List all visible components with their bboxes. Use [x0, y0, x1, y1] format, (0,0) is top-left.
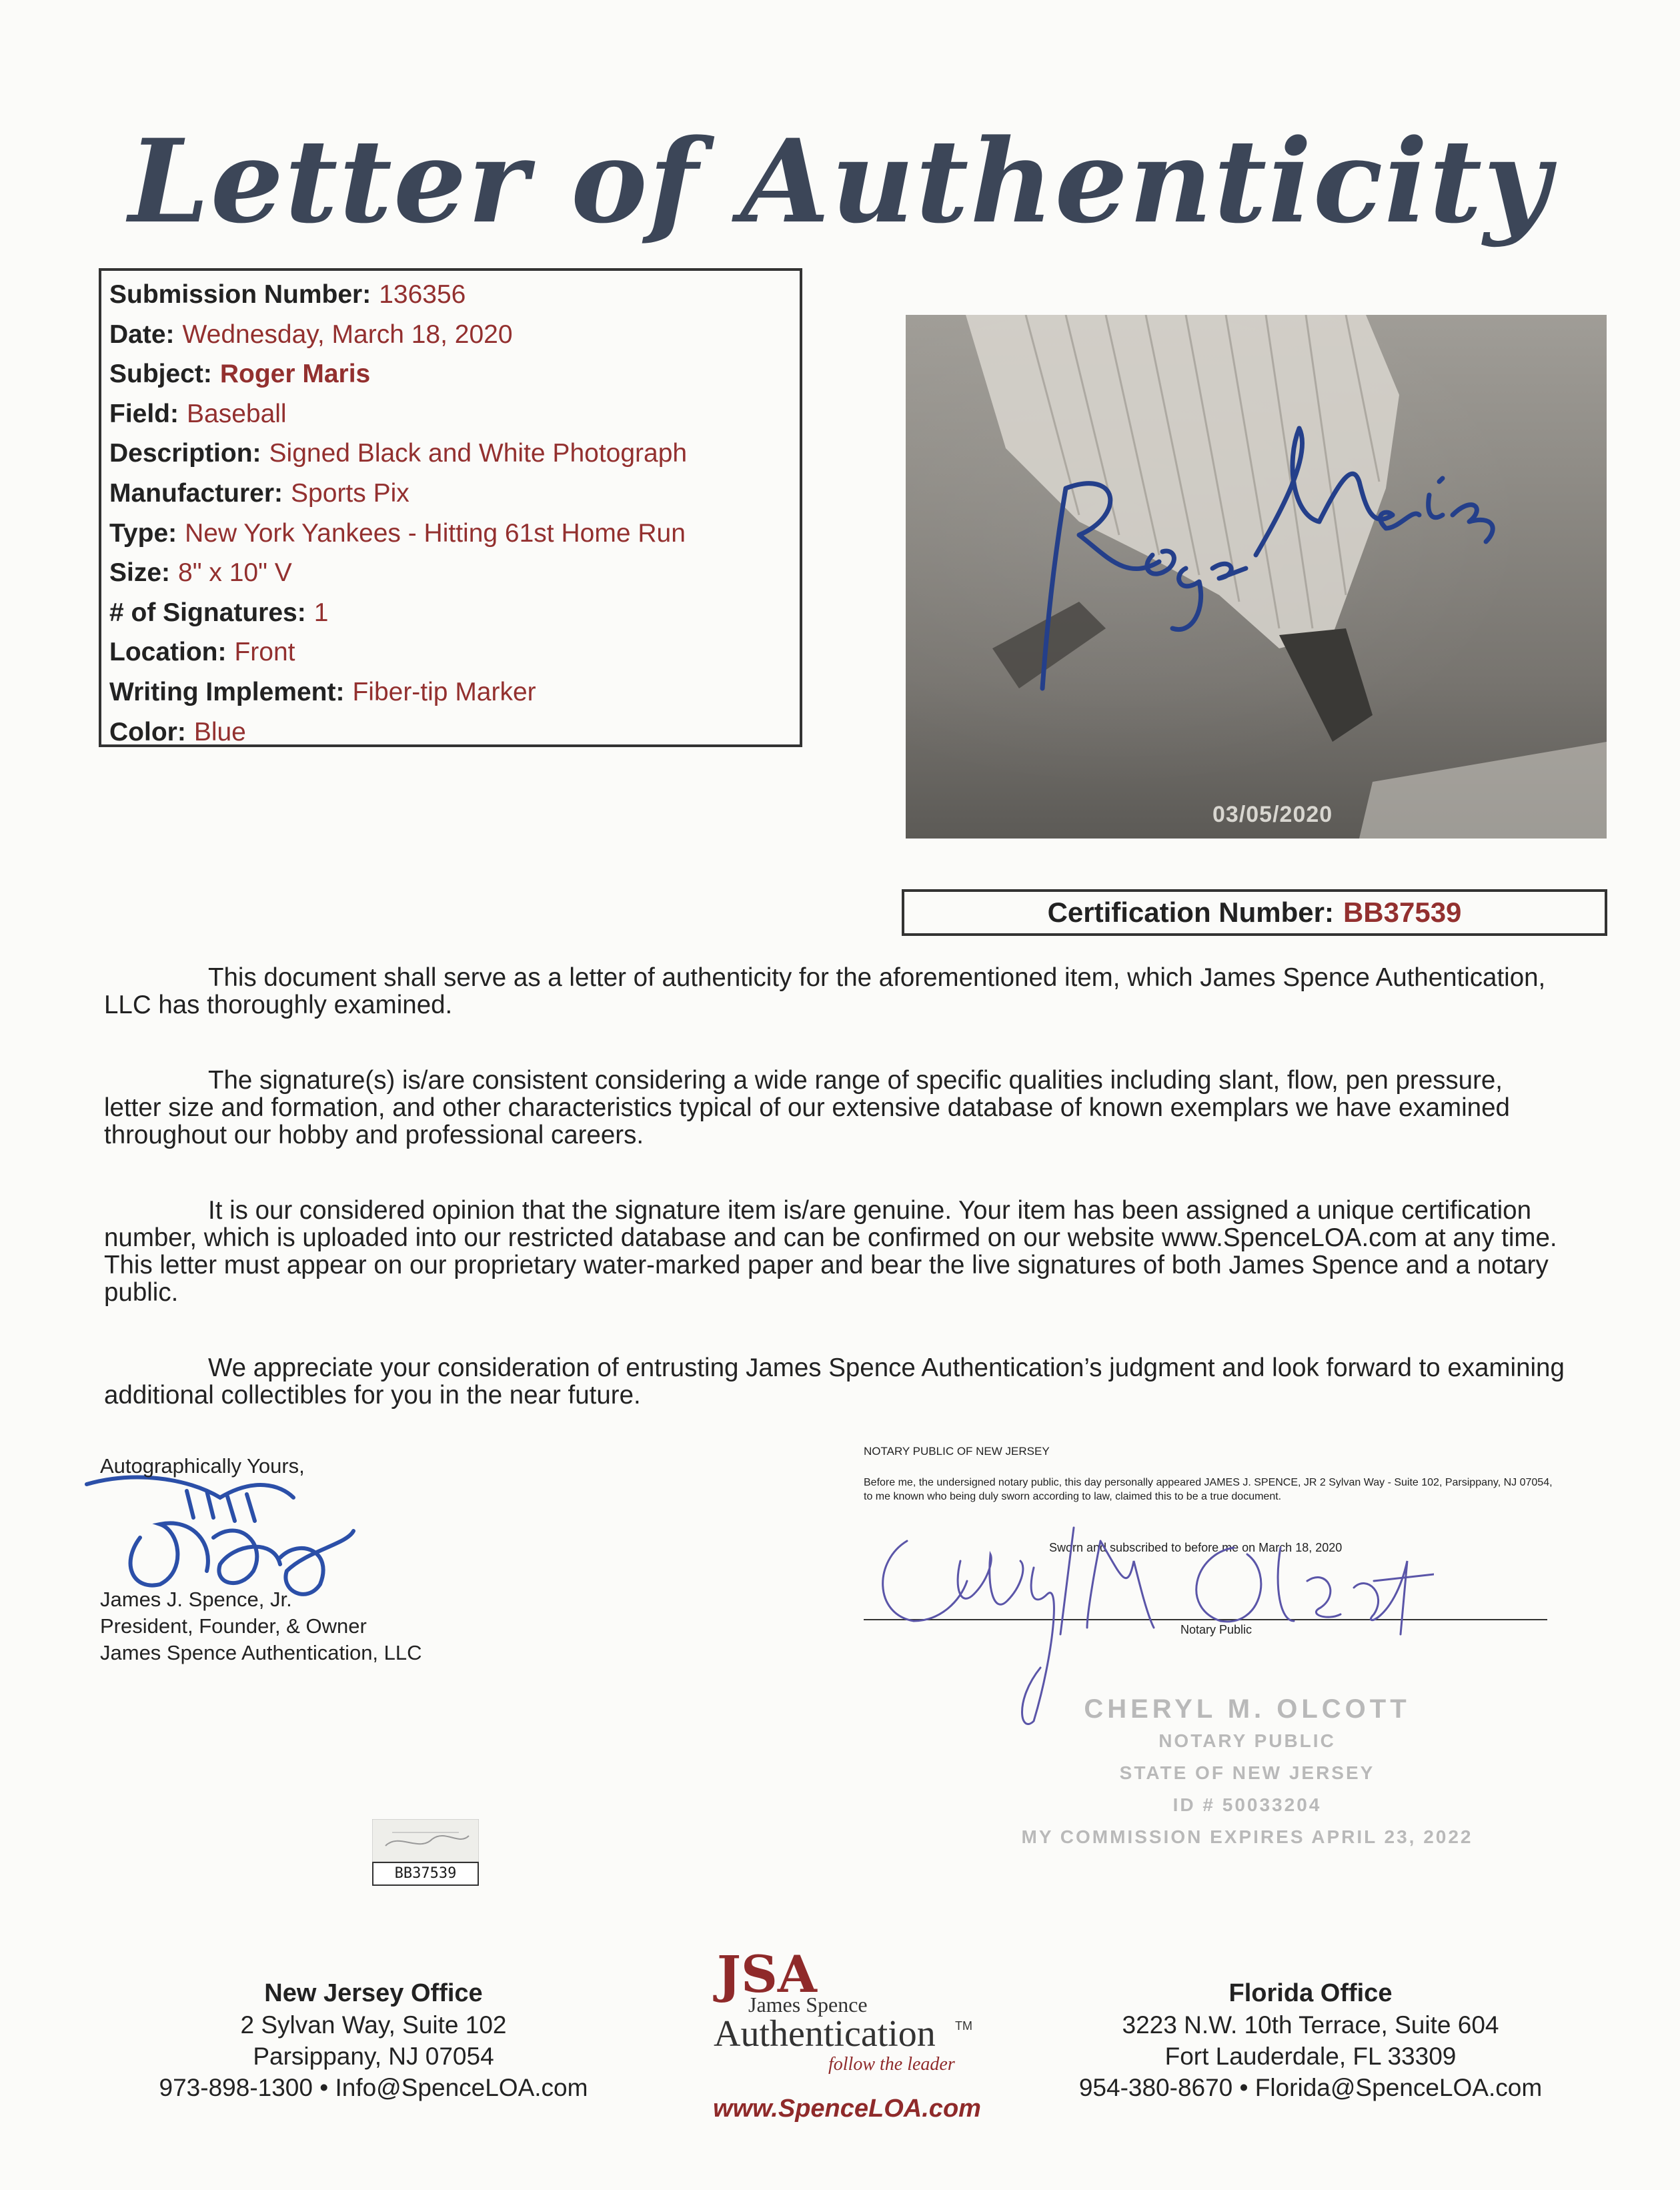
office-line: 954-380-8670 • Florida@SpenceLOA.com [1078, 2074, 1543, 2101]
sticker-number: BB37539 [372, 1862, 479, 1886]
detail-label: Field: [109, 399, 179, 428]
signer-company: James Spence Authentication, LLC [100, 1641, 422, 1664]
salutation: Autographically Yours, [100, 1454, 305, 1478]
detail-label: Subject: [109, 360, 212, 389]
detail-label: Description: [109, 439, 261, 468]
body-paragraph: The signature(s) is/are consistent considering a wide range of specific qualities including slant, flow, pen pressure, letter size and formation, and other characteristics typical of our extensive database of known exemplars we have examined throughout our hobby and professional careers. [104, 1066, 1510, 1149]
detail-label: # of Signatures: [109, 598, 306, 627]
office-name: Florida Office [1228, 1979, 1393, 2007]
office-line: Fort Lauderdale, FL 33309 [1164, 2043, 1457, 2070]
website-link[interactable]: www.SpenceLOA.com [713, 2095, 981, 2123]
details-box [99, 268, 802, 747]
logo-trademark: TM [955, 2019, 972, 2033]
base-shape [1359, 742, 1607, 839]
detail-row [109, 712, 800, 752]
certification-label: Certification Number: [1047, 897, 1334, 928]
stamp-line: CHERYL M. OLCOTT [1084, 1694, 1411, 1724]
logo-name: James Spence [748, 1993, 868, 2017]
detail-label: Date: [109, 320, 175, 349]
certification-box [902, 889, 1607, 936]
logo-authentication: Authentication [714, 2013, 936, 2055]
detail-value: Signed Black and White Photograph [269, 439, 688, 468]
photo-date-stamp: 03/05/2020 [1212, 802, 1333, 827]
fl-office [1020, 1978, 1601, 2103]
detail-value: Blue [193, 717, 246, 746]
sock-shape [1279, 628, 1373, 742]
photo-scene [906, 315, 1607, 839]
notary-text: Before me, the undersigned notary public, this day personally appeared JAMES J. SPENCE, JR 2 Sylvan Way - Suite 102, Parsippany, NJ 07054, to me known who being duly sworn according to law, claimed this to be a true document. [864, 1477, 1553, 1502]
body-paragraph: It is our considered opinion that the signature item is/are genuine. Your item has been assigned a unique certification number, which is uploaded into our restricted database and can be confirmed on our website www.SpenceLOA.com at any time. This letter must appear on our proprietary water-marked paper and bear the live signatures of both James Spence and a notary public. [104, 1196, 1557, 1307]
body-paragraph: This document shall serve as a letter of authenticity for the aforementioned item, which James Spence Authentication, LLC has thoroughly examined. [104, 963, 1546, 1019]
signed-photograph [906, 315, 1607, 839]
nj-office [107, 1978, 640, 2103]
detail-row [109, 275, 800, 315]
stamp-line: ID # 50033204 [1172, 1794, 1322, 1815]
notary-sworn: Sworn and subscribed to before me on March 18, 2020 [1049, 1541, 1343, 1554]
notary-stamp [1007, 1693, 1487, 1853]
page-title: Letter of Authenticity [128, 113, 1552, 249]
stamp-line: NOTARY PUBLIC [1158, 1730, 1336, 1751]
logo-jsa: JSA [717, 1945, 817, 2004]
detail-value: Roger Maris [219, 360, 371, 389]
detail-value: Sports Pix [291, 478, 409, 508]
detail-value: Wednesday, March 18, 2020 [182, 320, 513, 349]
office-line: Parsippany, NJ 07054 [253, 2043, 494, 2070]
detail-value: Fiber-tip Marker [352, 677, 536, 706]
detail-label: Submission Number: [109, 280, 371, 309]
detail-row [109, 315, 800, 355]
detail-value: 8" x 10" V [178, 558, 292, 588]
detail-value: 136356 [379, 280, 466, 309]
uniform-shape [966, 315, 1399, 648]
office-line: 2 Sylvan Way, Suite 102 [240, 2011, 507, 2039]
detail-row [109, 514, 800, 554]
notary-block [864, 1444, 1557, 1636]
stamp-line: MY COMMISSION EXPIRES APRIL 23, 2022 [1021, 1826, 1473, 1847]
detail-label: Writing Implement: [109, 677, 345, 706]
stamp-line: STATE OF NEW JERSEY [1119, 1762, 1375, 1783]
signer-role: President, Founder, & Owner [100, 1614, 367, 1638]
detail-row [109, 354, 800, 394]
logo-tagline: follow the leader [828, 2054, 955, 2075]
detail-value: Front [234, 638, 295, 667]
detail-value: New York Yankees - Hitting 61st Home Run [185, 518, 686, 548]
notary-line-label: Notary Public [1180, 1623, 1252, 1636]
detail-value: 1 [313, 598, 329, 627]
office-name: New Jersey Office [264, 1979, 483, 2007]
detail-row [109, 632, 800, 672]
detail-row [109, 434, 800, 474]
hologram-icon [372, 1819, 479, 1862]
certification-number: BB37539 [1343, 897, 1462, 928]
notary-heading: NOTARY PUBLIC OF NEW JERSEY [864, 1445, 1050, 1458]
detail-row [109, 474, 800, 514]
detail-value: Baseball [187, 399, 287, 428]
closing-block [100, 1453, 422, 1666]
detail-label: Color: [109, 717, 186, 746]
detail-label: Type: [109, 518, 177, 548]
detail-row [109, 593, 800, 633]
body-paragraph: We appreciate your consideration of entrusting James Spence Authentication’s judgment and look forward to examining additional collectibles for you in the near future. [104, 1353, 1565, 1410]
signer-name: James J. Spence, Jr. [100, 1588, 292, 1611]
detail-row [109, 553, 800, 593]
office-line: 973-898-1300 • Info@SpenceLOA.com [159, 2074, 588, 2101]
jsa-logo [674, 1945, 1020, 2085]
detail-label: Size: [109, 558, 171, 588]
detail-label: Location: [109, 638, 227, 667]
office-line: 3223 N.W. 10th Terrace, Suite 604 [1122, 2011, 1499, 2039]
detail-label: Manufacturer: [109, 478, 283, 508]
detail-row [109, 672, 800, 712]
detail-row [109, 394, 800, 434]
hologram-sticker [372, 1819, 479, 1886]
letter-body [104, 964, 1565, 1409]
